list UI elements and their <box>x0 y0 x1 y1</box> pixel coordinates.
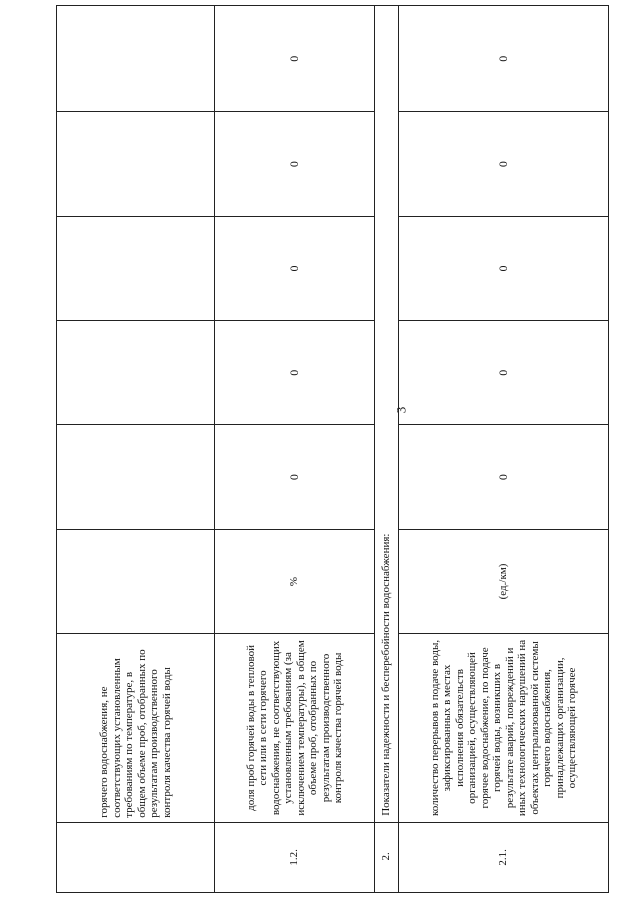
row-value: 0 <box>399 6 609 112</box>
row-value: 0 <box>215 216 375 320</box>
row-value: 0 <box>399 216 609 320</box>
row-unit: % <box>215 529 375 633</box>
table-row <box>215 6 375 893</box>
row-value: 0 <box>215 425 375 529</box>
row-value: 0 <box>399 425 609 529</box>
row-unit: (ед./км) <box>399 529 609 633</box>
row-number: 2.1. <box>399 822 609 892</box>
section-row <box>375 6 399 893</box>
row-value <box>57 321 215 425</box>
row-value <box>57 6 215 112</box>
section-title: Показатели надежности и бесперебойности водоснабжения: <box>375 6 399 823</box>
row-value: 0 <box>215 321 375 425</box>
indicators-table <box>56 5 609 893</box>
row-value: 0 <box>399 321 609 425</box>
row-value <box>57 216 215 320</box>
row-number: 1.2. <box>215 822 375 892</box>
row-value: 0 <box>399 112 609 216</box>
row-number <box>57 822 215 892</box>
row-value <box>57 112 215 216</box>
table-row <box>399 6 609 893</box>
row-value: 0 <box>215 112 375 216</box>
rotated-table-container <box>56 5 608 893</box>
row-unit <box>57 529 215 633</box>
row-description: горячего водоснабжения, не соответствующих установленным требованиям по температуре, в общем объеме проб, отобранных по результатам производственного контроля качества горячей воды <box>57 634 215 823</box>
row-value: 0 <box>215 6 375 112</box>
row-value <box>57 425 215 529</box>
row-description: доля проб горячей воды в тепловой сети или в сети горячего водоснабжения, не соответствующих установленным требованиям (за исключением температуры), в общем объеме проб, отобранных по результатам производственного контроля качества горячей воды <box>215 634 375 823</box>
section-number: 2. <box>375 822 399 892</box>
page-number: 3 <box>393 406 409 414</box>
table-row <box>57 6 215 893</box>
row-description: количество перерывов в подаче воды, зафиксированных в местах исполнения обязательств организацией, осуществляющей горячее водоснабжение, по подаче горячей воды, возникших в результате аварий, повреждений и иных технологических нарушений на объектах централизованной системы горячего водоснабжения, принадлежащих организации, осуществляющей горячее <box>399 634 609 823</box>
